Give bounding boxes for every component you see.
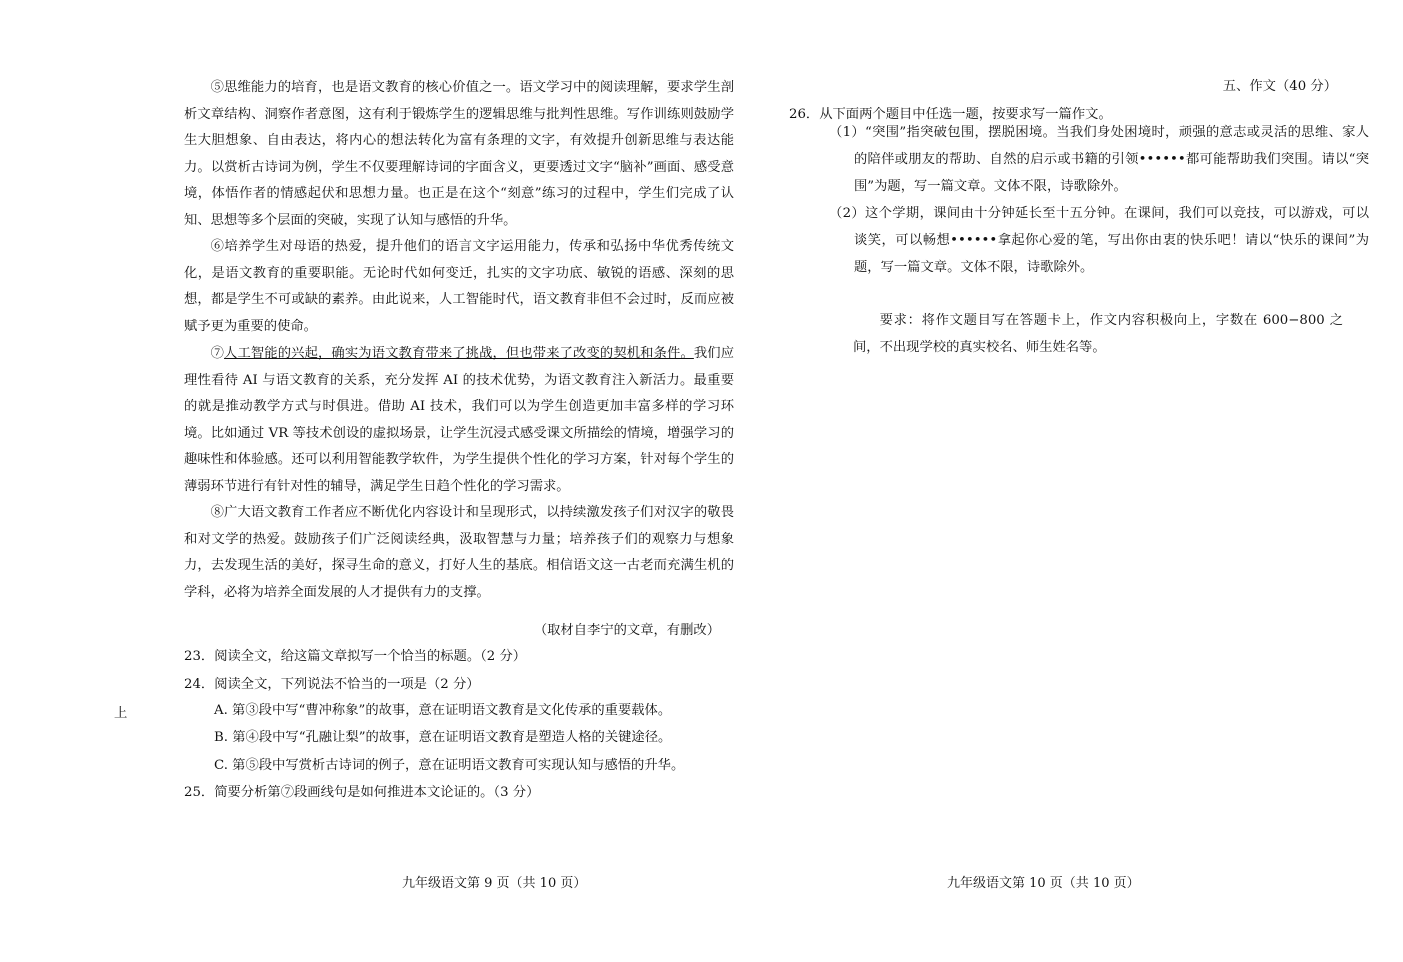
question-26: 26．从下面两个题目中任选一题，按要求写一篇作文。 [789, 107, 1112, 122]
paragraph-7-number: ⑦ [210, 346, 225, 361]
margin-mark: 上 [114, 706, 128, 721]
essay-requirement: 要求：将作文题目写在答题卡上，作文内容积极向上，字数在 600−800 之间，不出现学校的真实校名、师生姓名等。 [853, 313, 1343, 355]
question-25: 25．简要分析第⑦段画线句是如何推进本文论证的。（3 分） [184, 785, 540, 800]
page-footer-right: 九年级语文第 10 页（共 10 页） [947, 876, 1140, 891]
question-24-option-c: C. 第⑤段中写赏析古诗词的例子，意在证明语文教育可实现认知与感悟的升华。 [214, 758, 685, 773]
question-24-option-b: B. 第④段中写“孔融让梨”的故事，意在证明语文教育是塑造人格的关键途径。 [214, 730, 672, 745]
question-23: 23．阅读全文，给这篇文章拟写一个恰当的标题。（2 分） [184, 649, 527, 664]
paragraph-7 [184, 341, 734, 500]
section-heading: 五、作文（40 分） [1222, 79, 1337, 94]
page-footer-left: 九年级语文第 9 页（共 10 页） [402, 876, 587, 891]
question-24-option-a: A. 第③段中写“曹冲称象”的故事，意在证明语文教育是文化传承的重要载体。 [214, 703, 672, 718]
paragraph-7-body: 我们应理性看待 AI 与语文教育的关系，充分发挥 AI 的技术优势，为语文教育注入新活力。最重要的就是推动教学方式与时俱进。借助 AI 技术，我们可以为学生创造更加丰富多样的学习环境。比如通过 VR 等技术创设的虚拟场景，让学生沉浸式感受课文所描绘的情境，增强学习的趣味性和体验感。还可以利用智能教学软件，为学生提供个性化的学习方案，针对每个学生的薄弱环节进行有针对性的辅导，满足学生日趋个性化的学习需求。 [184, 346, 735, 494]
paragraph-5: ⑤思维能力的培育，也是语文教育的核心价值之一。语文学习中的阅读理解，要求学生剖析文章结构、洞察作者意图，这有利于锻炼学生的逻辑思维与批判性思维。写作训练则鼓励学生大胆想象、自由表达，将内心的想法转化为富有条理的文字，有效提升创新思维与表达能力。以赏析古诗词为例，学生不仅要理解诗词的字面含义，更要透过文字“脑补”画面、感受意境，体悟作者的情感起伏和思想力量。也正是在这个“刻意”练习的过程中，学生们完成了认知、思想等多个层面的突破，实现了认知与感悟的升华。 [184, 80, 734, 228]
question-24: 24．阅读全文，下列说法不恰当的一项是（2 分） [184, 677, 480, 692]
essay-option-2: （2）这个学期，课间由十分钟延长至十五分钟。在课间，我们可以竞技，可以游戏，可以谈笑，可以畅想••••••拿起你心爱的笔，写出你由衷的快乐吧！请以“快乐的课间”为题，写一篇文章。文体不限，诗歌除外。 [829, 206, 1369, 275]
paragraph-6: ⑥培养学生对母语的热爱，提升他们的语言文字运用能力，传承和弘扬中华优秀传统文化，是语文教育的重要职能。无论时代如何变迁，扎实的文字功底、敏锐的语感、深刻的思想，都是学生不可或缺的素养。由此说来，人工智能时代，语文教育非但不会过时，反而应被赋予更为重要的使命。 [184, 239, 734, 334]
paragraph-8: ⑧广大语文教育工作者应不断优化内容设计和呈现形式，以持续激发孩子们对汉字的敬畏和对文学的热爱。鼓励孩子们广泛阅读经典，汲取智慧与力量；培养孩子们的观察力与想象力，去发现生活的美好，探寻生命的意义，打好人生的基底。相信语文这一古老而充满生机的学科，必将为培养全面发展的人才提供有力的支撑。 [184, 505, 734, 600]
underlined-sentence: 人工智能的兴起，确实为语文教育带来了挑战，但也带来了改变的契机和条件。 [224, 346, 694, 361]
essay-option-1: （1）“突围”指突破包围，摆脱困境。当我们身处困境时，顽强的意志或灵活的思维、家人的陪伴或朋友的帮助、自然的启示或书籍的引领••••••都可能帮助我们突围。请以“突围”为题，写一篇文章。文体不限，诗歌除外。 [829, 125, 1369, 194]
source-note: （取材自李宁的文章，有删改） [533, 623, 720, 638]
